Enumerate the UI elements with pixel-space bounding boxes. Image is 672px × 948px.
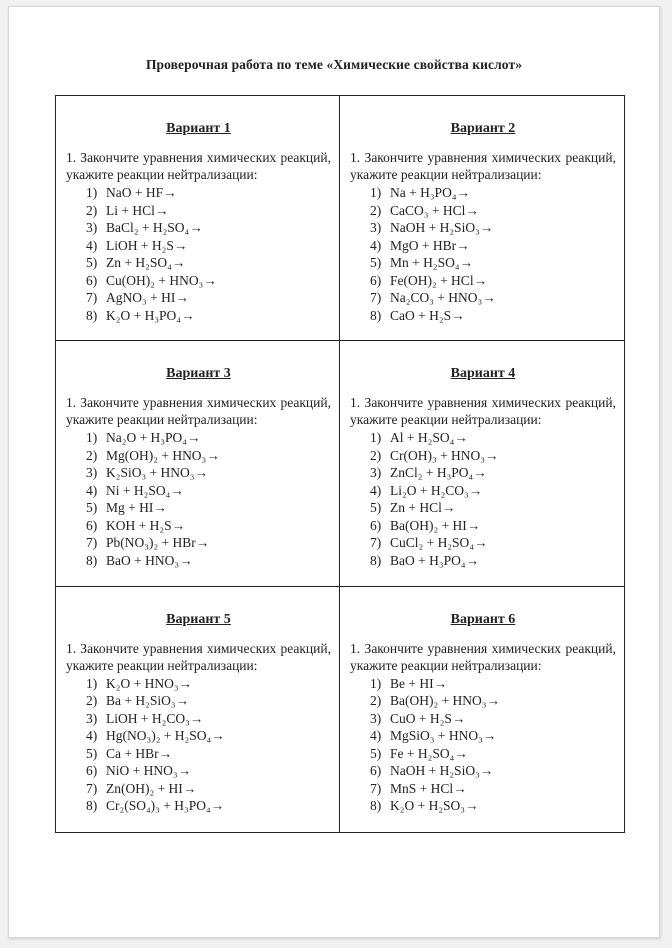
item-number: 5) [86,745,98,761]
equation: Hg(NO₃)₂ + H₂SO₄→ [106,728,225,744]
equation-item [370,307,616,325]
item-number: 6) [370,763,382,779]
equation-item [370,272,616,290]
task-text: 1. Закончите уравнения химических реакций, укажите реакции нейтрализации: [350,395,616,428]
item-number: 6) [86,517,98,533]
variant-heading: Вариант 2 [450,121,516,136]
task-text: 1. Закончите уравнения химических реакций, укажите реакции нейтрализации: [66,640,331,673]
equation: MgO + HBr→ [390,237,470,253]
equation: Mg(OH)₂ + HNO₃→ [106,447,220,463]
item-number: 6) [86,272,98,288]
variant-heading: Вариант 3 [166,366,231,382]
equation-item [86,447,331,465]
equation-item [370,675,616,693]
equation: Li + HCl→ [106,202,169,218]
item-number: 1) [370,430,382,446]
item-number: 8) [370,307,382,323]
equation: Na₂O + H₃PO₄→ [106,430,201,446]
item-number: 8) [86,552,98,568]
equation-item [86,517,331,535]
equation-item [86,254,331,272]
equation-list [350,675,616,815]
item-number: 3) [86,465,98,481]
item-number: 4) [86,728,98,744]
item-number: 6) [370,517,382,533]
variant-cell-2 [340,96,624,341]
item-number: 7) [86,290,98,305]
equation: KOH + H₂S→ [106,517,186,533]
item-number: 5) [370,255,382,270]
equation: K₂O + H₂SO₃→ [390,798,479,814]
item-number: 4) [86,482,98,498]
variant-heading: Вариант 6 [450,611,516,627]
variant-cell-4 [340,341,624,586]
equation: Na₂CO₃ + HNO₃→ [390,290,496,305]
item-number: 2) [370,447,382,463]
item-number: 4) [370,728,382,744]
item-number: 6) [370,272,382,288]
equation: K₂O + H₃PO₄→ [106,307,195,323]
equation-list [350,429,616,569]
equation-item [370,797,616,815]
equation: Pb(NO₃)₂ + HBr→ [106,535,210,551]
equation-item [86,464,331,482]
item-number: 7) [86,780,98,796]
equation-item [370,499,616,517]
equation: Ba(OH)₂ + HNO₃→ [390,693,501,709]
equation-item [86,780,331,798]
task-text: 1. Закончите уравнения химических реакций, укажите реакции нейтрализации: [66,150,331,182]
item-number: 2) [86,693,98,709]
equation: Cr₂(SO₄)₃ + H₃PO₄→ [106,798,225,814]
task-text: 1. Закончите уравнения химических реакций, укажите реакции нейтрализации: [66,395,331,428]
equation-item [370,464,616,482]
item-number: 4) [370,237,382,253]
equation-list [350,184,616,324]
equation: Cu(OH)₂ + HNO₃→ [106,272,217,288]
item-number: 5) [370,745,382,761]
equation-item [86,727,331,745]
item-number: 8) [370,552,382,568]
item-number: 8) [86,798,98,814]
equation-item [370,447,616,465]
equation: Fe + H₂SO₄→ [390,745,468,761]
item-number: 2) [86,447,98,463]
item-number: 5) [86,255,98,270]
equation-item [370,780,616,798]
item-number: 2) [370,693,382,709]
item-number: 7) [370,780,382,796]
equation-list [66,429,331,569]
equation: BaCl₂ + H₂SO₄→ [106,220,203,235]
equation: K₂SiO₃ + HNO₃→ [106,465,208,481]
equation-item [86,499,331,517]
variant-cell-5 [56,587,340,832]
equation-item [370,219,616,237]
item-number: 4) [370,482,382,498]
equation: NaO + HF→ [106,185,177,200]
equation-item [370,254,616,272]
equation-item [370,289,616,307]
item-number: 5) [370,500,382,516]
equation-item [86,237,331,255]
equation: Li₂O + H₂CO₃→ [390,482,483,498]
equation: Ba + H₂SiO₃→ [106,693,190,709]
item-number: 7) [370,535,382,551]
task-text: 1. Закончите уравнения химических реакций, укажите реакции нейтрализации: [350,640,616,673]
equation: Zn(OH)₂ + HI→ [106,780,197,796]
equation: MnS + HCl→ [390,780,467,796]
variants-table [55,95,625,833]
item-number: 3) [86,710,98,726]
equation: LiOH + H₂S→ [106,237,188,253]
item-number: 1) [86,675,98,691]
item-number: 7) [86,535,98,551]
equation-item [86,745,331,763]
equation-item [370,517,616,535]
equation: BaO + H₃PO₄→ [390,552,480,568]
equation: CaCO₃ + HCl→ [390,202,479,218]
equation: CuO + H₂S→ [390,710,466,726]
equation: MgSiO₃ + HNO₃→ [390,728,497,744]
equation-item [86,762,331,780]
equation-item [370,482,616,500]
equation: Mn + H₂SO₄→ [390,255,474,270]
equation-item [86,482,331,500]
equation: Al + H₂SO₄→ [390,430,468,446]
item-number: 8) [86,307,98,323]
equation: AgNO₃ + HI→ [106,290,189,305]
variant-cell-1 [56,96,340,341]
equation: CuCl₂ + H₂SO₄→ [390,535,488,551]
variant-cell-3 [56,341,340,586]
equation-item [86,202,331,220]
equation-item [370,762,616,780]
item-number: 2) [86,202,98,218]
item-number: 5) [86,500,98,516]
equation: ZnCl₂ + H₃PO₄→ [390,465,487,481]
equation: NiO + HNO₃→ [106,763,192,779]
equation-item [370,184,616,202]
equation: NaOH + H₂SiO₃→ [390,763,494,779]
equation-item [370,692,616,710]
item-number: 3) [370,220,382,235]
equation-item [370,237,616,255]
item-number: 4) [86,237,98,253]
equation: Cr(OH)₃ + HNO₃→ [390,447,499,463]
equation-item [86,534,331,552]
equation-item [86,675,331,693]
equation-item [86,552,331,570]
equation: K₂O + HNO₃→ [106,675,193,691]
equation-item [86,184,331,202]
task-text: 1. Закончите уравнения химических реакций, укажите реакции нейтрализации: [350,150,616,182]
variant-heading: Вариант 5 [166,611,231,627]
document-page [8,6,660,938]
equation: Be + HI→ [390,675,448,691]
variant-heading: Вариант 4 [450,366,516,382]
equation-item [370,429,616,447]
equation: LiOH + H₂CO₃→ [106,710,204,726]
page-title: Проверочная работа по теме «Химические свойства кислот» [145,57,523,72]
equation-list [66,184,331,324]
equation: Fe(OH)₂ + HCl→ [390,272,488,288]
equation-item [86,692,331,710]
equation-item [86,289,331,307]
item-number: 3) [86,220,98,235]
equation: Ca + HBr→ [106,745,173,761]
item-number: 7) [370,290,382,305]
variant-heading: Вариант 1 [166,121,231,136]
variant-cell-6 [340,587,624,832]
equation: BaO + HNO₃→ [106,552,193,568]
equation: Ni + H₂SO₄→ [106,482,184,498]
item-number: 3) [370,465,382,481]
equation-item [86,710,331,728]
equation: Mg + HI→ [106,500,167,516]
equation: Zn + H₂SO₄→ [106,255,186,270]
item-number: 1) [370,675,382,691]
equation-item [86,797,331,815]
equation: Na + H₃PO₄→ [390,185,471,200]
equation-item [370,727,616,745]
equation-item [370,710,616,728]
item-number: 2) [370,202,382,218]
item-number: 6) [86,763,98,779]
equation: Zn + HCl→ [390,500,456,516]
equation: NaOH + H₂SiO₃→ [390,220,494,235]
equation-item [370,745,616,763]
equation-item [86,219,331,237]
equation-list [66,675,331,815]
equation: Ba(OH)₂ + HI→ [390,517,481,533]
equation-item [86,272,331,290]
equation-item [86,429,331,447]
equation-item [370,552,616,570]
item-number: 1) [86,185,98,200]
equation-item [370,202,616,220]
item-number: 3) [370,710,382,726]
item-number: 1) [86,430,98,446]
equation: CaO + H₂S→ [390,307,465,323]
equation-item [370,534,616,552]
equation-item [86,307,331,325]
item-number: 1) [370,185,382,200]
item-number: 8) [370,798,382,814]
